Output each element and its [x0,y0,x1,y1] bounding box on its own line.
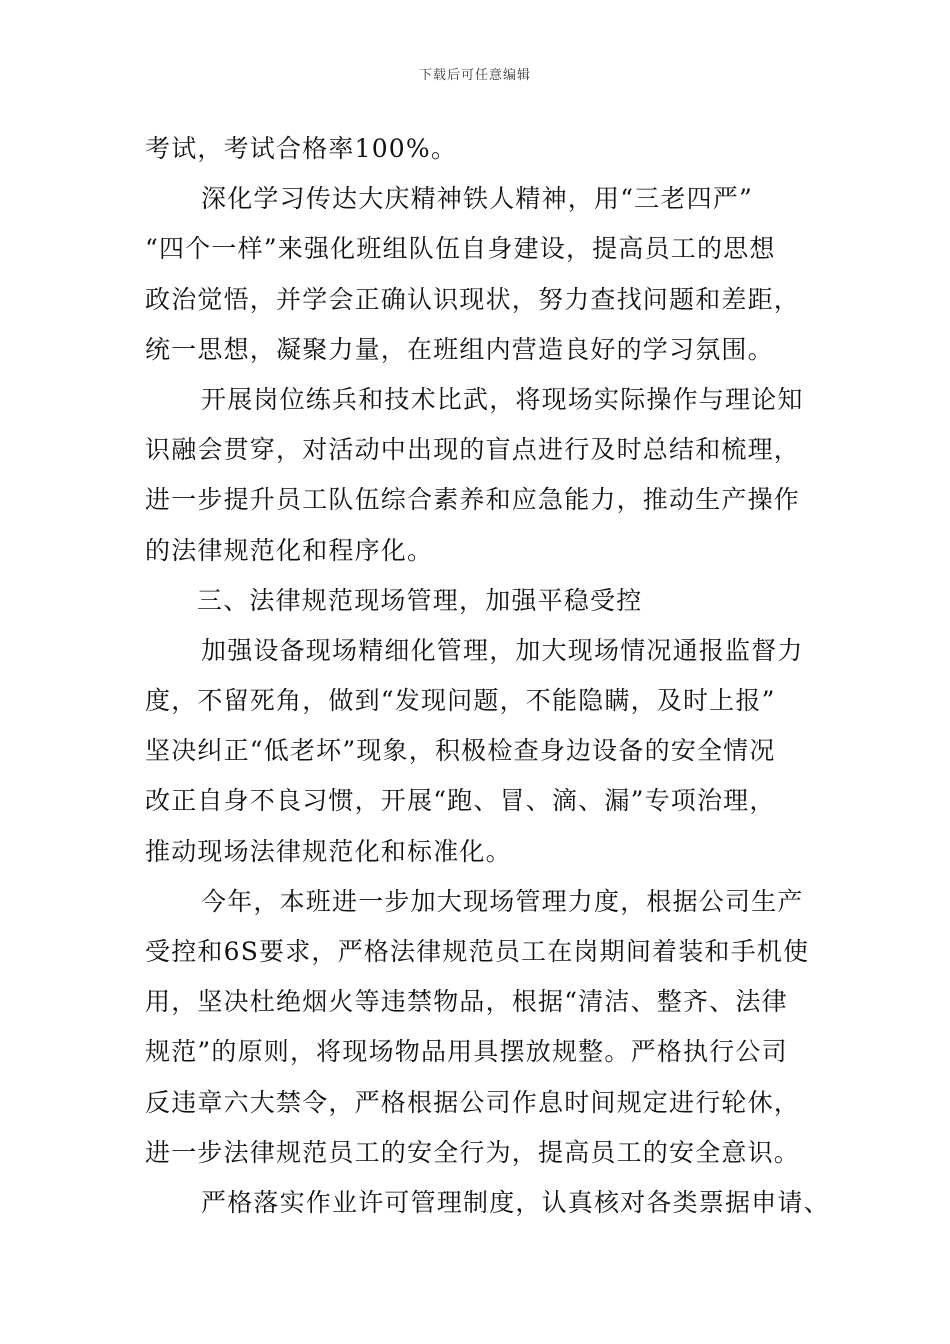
text-line: 考试，考试合格率100%。 [145,134,458,163]
text-line: 开展岗位练兵和技术比武，将现场实际操作与理论知 [201,384,804,414]
section-heading: 三、法律规范现场管理，加强平稳受控 [197,585,643,615]
text-line: 进一步提升员工队伍综合素养和应急能力，推动生产操作 [145,485,801,515]
text-line: 的法律规范化和程序化。 [145,535,434,565]
text-line: 改正自身不良习惯，开展“跑、冒、滴、漏”专项治理， [145,786,776,816]
document-body [145,124,830,1228]
text-line: 进一步法律规范员工的安全行为，提高员工的安全意识。 [145,1137,801,1167]
text-line: 用，坚决杜绝烟火等违禁物品，根据“清洁、整齐、法律 [145,987,788,1017]
text-line: 坚决纠正“低老坏”现象，积极检查身边设备的安全情况 [145,736,776,766]
text-line: 受控和6S要求，严格法律规范员工在岗期间着装和手机使 [145,937,810,966]
text-line: 反违章六大禁令，严格根据公司作息时间规定进行轮休， [145,1087,801,1117]
text-line: 加强设备现场精细化管理，加大现场情况通报监督力 [201,635,804,665]
text-line: 今年，本班进一步加大现场管理力度，根据公司生产 [201,886,804,916]
text-line: 度，不留死角，做到“发现问题，不能隐瞒，及时上报” [145,686,776,716]
text-line: 严格落实作业许可管理制度，认真核对各类票据申请、 [201,1187,830,1217]
text-line: 深化学习传达大庆精神铁人精神，用“三老四严” [201,184,753,214]
page-header: 下载后可任意编辑 [418,68,531,83]
text-line: 政治觉悟，并学会正确认识现状，努力查找问题和差距， [145,284,801,314]
text-line: 规范”的原则，将现场物品用具摆放规整。严格执行公司 [145,1037,788,1067]
text-line: “四个一样”来强化班组队伍自身建设，提高员工的思想 [145,234,776,264]
text-line: 识融会贯穿，对活动中出现的盲点进行及时总结和梳理， [145,435,801,465]
text-line: 统一思想，凝聚力量，在班组内营造良好的学习氛围。 [145,334,774,364]
text-line: 推动现场法律规范化和标准化。 [145,836,512,866]
